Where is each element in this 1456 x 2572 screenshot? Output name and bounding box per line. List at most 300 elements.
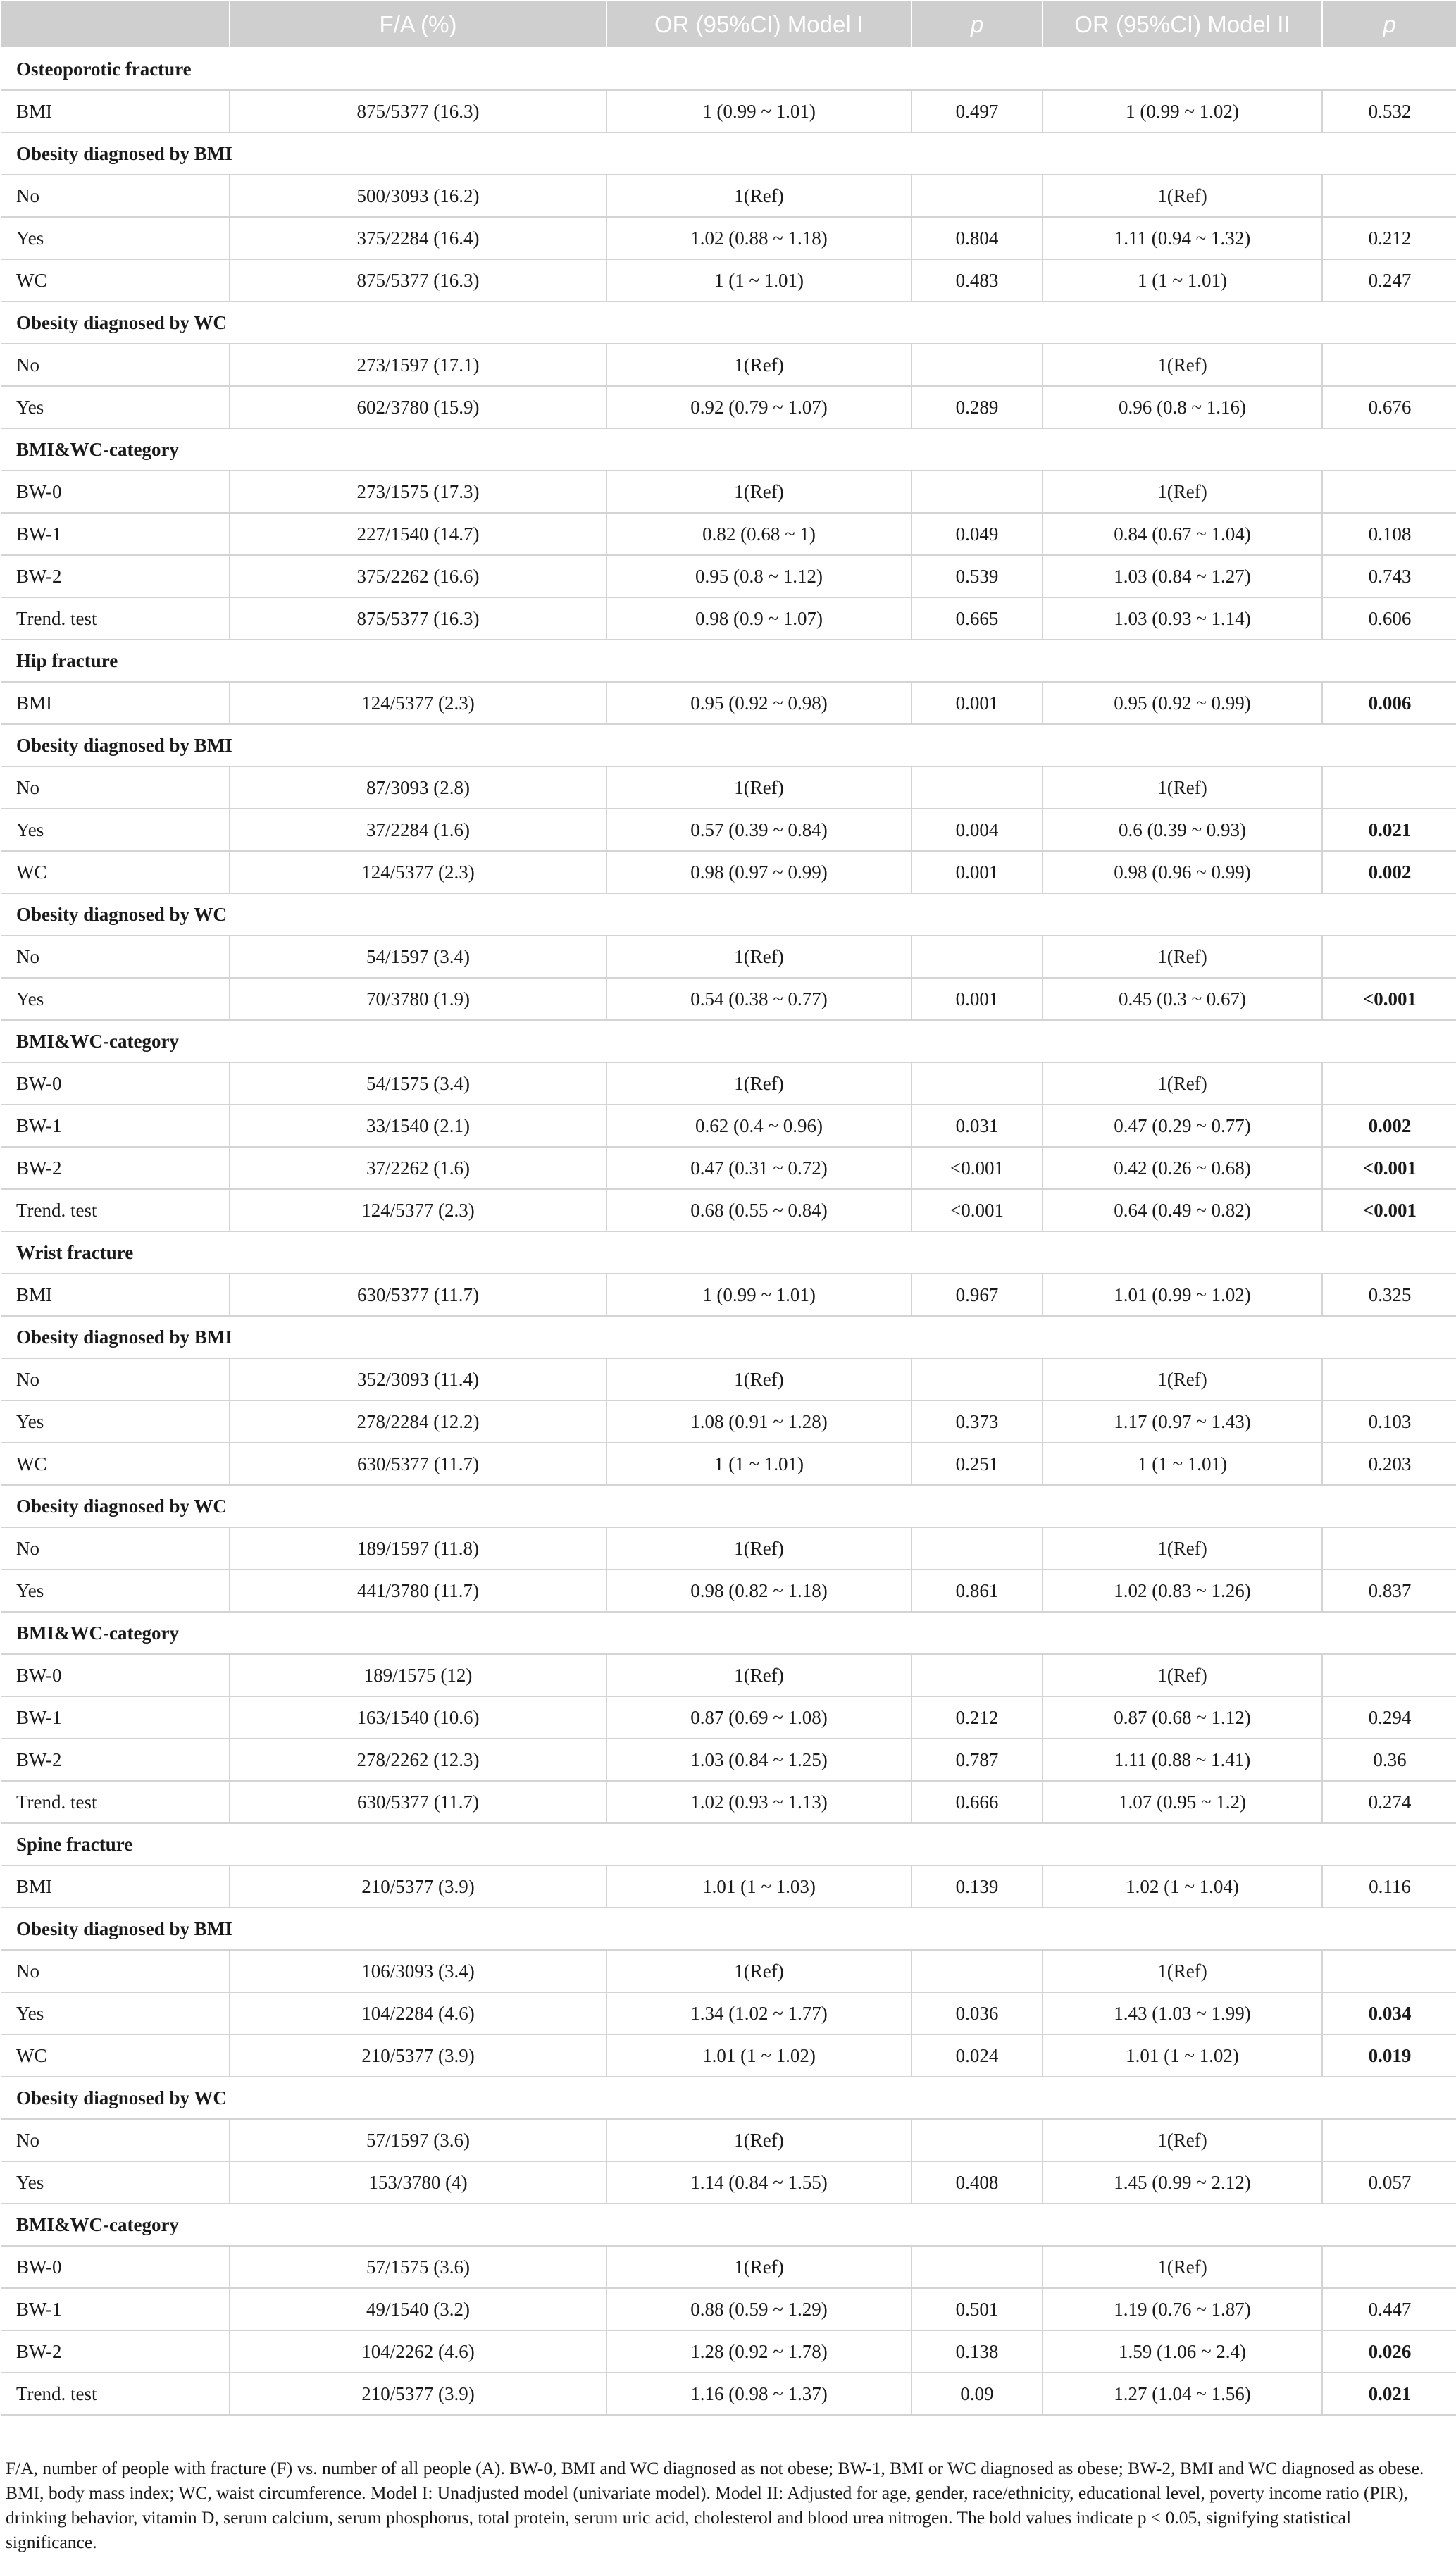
p-model-2-cell: 0.247 — [1322, 259, 1456, 302]
fa-cell: 375/2284 (16.4) — [230, 217, 606, 259]
fa-cell: 49/1540 (3.2) — [230, 2288, 606, 2330]
row-label: No — [1, 175, 230, 217]
row-label: BMI — [1, 1865, 230, 1908]
section-label: Obesity diagnosed by BMI — [1, 1908, 1456, 1950]
or-model-2-cell: 1(Ref) — [1043, 1062, 1322, 1105]
or-model-1-cell: 0.98 (0.82 ~ 1.18) — [606, 1570, 911, 1612]
p-model-1-cell: 0.024 — [911, 2034, 1043, 2077]
p-model-2-cell: 0.026 — [1322, 2330, 1456, 2373]
or-model-2-cell: 0.64 (0.49 ~ 0.82) — [1043, 1189, 1322, 1231]
p-model-2-cell: 0.034 — [1322, 1992, 1456, 2034]
or-model-2-cell: 1.03 (0.93 ~ 1.14) — [1043, 597, 1322, 640]
or-model-2-cell: 1(Ref) — [1043, 936, 1322, 978]
fa-cell: 630/5377 (11.7) — [230, 1781, 606, 1823]
p-model-2-cell: 0.743 — [1322, 555, 1456, 597]
fa-cell: 37/2284 (1.6) — [230, 809, 606, 851]
or-model-1-cell: 0.62 (0.4 ~ 0.96) — [606, 1105, 911, 1147]
p-model-2-cell — [1322, 1358, 1456, 1400]
p-model-2-cell: 0.057 — [1322, 2161, 1456, 2204]
header-p-model-2: p — [1322, 1, 1456, 48]
section-label: Obesity diagnosed by BMI — [1, 1316, 1456, 1358]
p-model-1-cell: 0.483 — [911, 259, 1043, 302]
or-model-1-cell: 0.47 (0.31 ~ 0.72) — [606, 1147, 911, 1189]
p-model-1-cell — [911, 1358, 1043, 1400]
row-label: Yes — [1, 1570, 230, 1612]
row-label: BW-1 — [1, 1105, 230, 1147]
or-model-1-cell: 0.54 (0.38 ~ 0.77) — [606, 978, 911, 1020]
p-model-1-cell — [911, 344, 1043, 386]
row-label: BW-2 — [1, 2330, 230, 2373]
fa-cell: 124/5377 (2.3) — [230, 682, 606, 724]
fa-cell: 210/5377 (3.9) — [230, 1865, 606, 1908]
section-header-row — [1, 132, 1456, 175]
header-p-model-1: p — [911, 1, 1043, 48]
or-model-2-cell: 1.59 (1.06 ~ 2.4) — [1043, 2330, 1322, 2373]
p-model-2-cell — [1322, 471, 1456, 513]
row-label: BW-1 — [1, 513, 230, 555]
section-label: Obesity diagnosed by BMI — [1, 132, 1456, 175]
table-row — [1, 217, 1456, 259]
or-model-2-cell: 1(Ref) — [1043, 766, 1322, 809]
row-label: No — [1, 2119, 230, 2161]
or-model-2-cell: 1.11 (0.88 ~ 1.41) — [1043, 1739, 1322, 1781]
table-row — [1, 978, 1456, 1020]
fa-cell: 106/3093 (3.4) — [230, 1950, 606, 1992]
fa-cell: 375/2262 (16.6) — [230, 555, 606, 597]
table-row — [1, 2288, 1456, 2330]
fa-cell: 352/3093 (11.4) — [230, 1358, 606, 1400]
table-row — [1, 1865, 1456, 1908]
p-model-2-cell — [1322, 1654, 1456, 1696]
fa-cell: 104/2262 (4.6) — [230, 2330, 606, 2373]
row-label: Yes — [1, 1992, 230, 2034]
table-body — [1, 48, 1456, 2415]
or-model-2-cell: 1(Ref) — [1043, 471, 1322, 513]
table-row — [1, 1527, 1456, 1570]
section-header-row — [1, 1908, 1456, 1950]
section-header-row — [1, 428, 1456, 471]
p-model-1-cell — [911, 2119, 1043, 2161]
table-row — [1, 809, 1456, 851]
section-header-row — [1, 640, 1456, 682]
p-model-2-cell: <0.001 — [1322, 1147, 1456, 1189]
or-model-1-cell: 0.92 (0.79 ~ 1.07) — [606, 386, 911, 428]
p-model-1-cell: 0.09 — [911, 2373, 1043, 2415]
fa-cell: 189/1575 (12) — [230, 1654, 606, 1696]
or-model-1-cell: 1 (0.99 ~ 1.01) — [606, 1274, 911, 1316]
fa-cell: 875/5377 (16.3) — [230, 90, 606, 132]
row-label: Yes — [1, 1400, 230, 1443]
section-header-row — [1, 1485, 1456, 1527]
or-model-2-cell: 1(Ref) — [1043, 175, 1322, 217]
table-row — [1, 1147, 1456, 1189]
table-row — [1, 344, 1456, 386]
or-model-1-cell: 1(Ref) — [606, 1950, 911, 1992]
p-model-1-cell: 0.036 — [911, 1992, 1043, 2034]
p-model-1-cell: 0.501 — [911, 2288, 1043, 2330]
or-model-1-cell: 1(Ref) — [606, 1062, 911, 1105]
or-model-2-cell: 1.01 (0.99 ~ 1.02) — [1043, 1274, 1322, 1316]
table-row — [1, 175, 1456, 217]
fa-cell: 104/2284 (4.6) — [230, 1992, 606, 2034]
p-model-2-cell — [1322, 936, 1456, 978]
section-header-row — [1, 302, 1456, 344]
section-label: BMI&WC-category — [1, 1020, 1456, 1062]
or-model-2-cell: 0.95 (0.92 ~ 0.99) — [1043, 682, 1322, 724]
or-model-1-cell: 1.28 (0.92 ~ 1.78) — [606, 2330, 911, 2373]
or-model-1-cell: 1.08 (0.91 ~ 1.28) — [606, 1400, 911, 1443]
row-label: Yes — [1, 217, 230, 259]
p-model-1-cell: 0.138 — [911, 2330, 1043, 2373]
table-row — [1, 1654, 1456, 1696]
section-label: Obesity diagnosed by WC — [1, 893, 1456, 936]
row-label: Trend. test — [1, 1781, 230, 1823]
or-model-2-cell: 1(Ref) — [1043, 2119, 1322, 2161]
p-model-2-cell: 0.532 — [1322, 90, 1456, 132]
or-model-2-cell: 1(Ref) — [1043, 2246, 1322, 2288]
p-model-1-cell: <0.001 — [911, 1147, 1043, 1189]
p-model-2-cell — [1322, 1950, 1456, 1992]
p-model-2-cell — [1322, 766, 1456, 809]
or-model-2-cell: 1.19 (0.76 ~ 1.87) — [1043, 2288, 1322, 2330]
row-label: Trend. test — [1, 597, 230, 640]
fa-cell: 163/1540 (10.6) — [230, 1696, 606, 1739]
p-model-1-cell: 0.049 — [911, 513, 1043, 555]
row-label: Yes — [1, 809, 230, 851]
table-row — [1, 1189, 1456, 1231]
section-header-row — [1, 2077, 1456, 2119]
section-header-row — [1, 48, 1456, 90]
fa-cell: 37/2262 (1.6) — [230, 1147, 606, 1189]
p-model-2-cell: 0.002 — [1322, 1105, 1456, 1147]
fa-cell: 278/2284 (12.2) — [230, 1400, 606, 1443]
table-row — [1, 1696, 1456, 1739]
section-label: BMI&WC-category — [1, 2204, 1456, 2246]
or-model-2-cell: 0.96 (0.8 ~ 1.16) — [1043, 386, 1322, 428]
p-model-2-cell: 0.325 — [1322, 1274, 1456, 1316]
fa-cell: 630/5377 (11.7) — [230, 1274, 606, 1316]
p-model-1-cell: <0.001 — [911, 1189, 1043, 1231]
or-model-2-cell: 1 (0.99 ~ 1.02) — [1043, 90, 1322, 132]
or-model-2-cell: 1.02 (1 ~ 1.04) — [1043, 1865, 1322, 1908]
table-row — [1, 513, 1456, 555]
table-row — [1, 1781, 1456, 1823]
p-model-1-cell: 0.539 — [911, 555, 1043, 597]
or-model-2-cell: 0.84 (0.67 ~ 1.04) — [1043, 513, 1322, 555]
p-model-2-cell — [1322, 175, 1456, 217]
row-label: WC — [1, 259, 230, 302]
or-model-2-cell: 1.03 (0.84 ~ 1.27) — [1043, 555, 1322, 597]
p-model-1-cell: 0.031 — [911, 1105, 1043, 1147]
p-model-1-cell: 0.665 — [911, 597, 1043, 640]
table-row — [1, 936, 1456, 978]
or-model-2-cell: 1 (1 ~ 1.01) — [1043, 259, 1322, 302]
or-model-1-cell: 1(Ref) — [606, 2119, 911, 2161]
or-model-1-cell: 1.14 (0.84 ~ 1.55) — [606, 2161, 911, 2204]
p-model-1-cell — [911, 471, 1043, 513]
fa-cell: 70/3780 (1.9) — [230, 978, 606, 1020]
fa-cell: 33/1540 (2.1) — [230, 1105, 606, 1147]
fa-cell: 210/5377 (3.9) — [230, 2373, 606, 2415]
p-model-1-cell: 0.861 — [911, 1570, 1043, 1612]
table-row — [1, 2330, 1456, 2373]
or-model-1-cell: 1(Ref) — [606, 344, 911, 386]
or-model-2-cell: 0.42 (0.26 ~ 0.68) — [1043, 1147, 1322, 1189]
p-model-1-cell — [911, 1527, 1043, 1570]
table-row — [1, 1358, 1456, 1400]
or-model-2-cell: 1.01 (1 ~ 1.02) — [1043, 2034, 1322, 2077]
p-model-1-cell: 0.251 — [911, 1443, 1043, 1485]
row-label: BW-0 — [1, 1654, 230, 1696]
p-model-1-cell: 0.001 — [911, 682, 1043, 724]
row-label: Yes — [1, 978, 230, 1020]
or-model-1-cell: 0.95 (0.92 ~ 0.98) — [606, 682, 911, 724]
or-model-1-cell: 1(Ref) — [606, 471, 911, 513]
or-model-1-cell: 0.57 (0.39 ~ 0.84) — [606, 809, 911, 851]
or-model-2-cell: 1.43 (1.03 ~ 1.99) — [1043, 1992, 1322, 2034]
table-row — [1, 766, 1456, 809]
table-row — [1, 2119, 1456, 2161]
or-model-1-cell: 1 (1 ~ 1.01) — [606, 259, 911, 302]
header-or-model-2: OR (95%CI) Model II — [1043, 1, 1322, 48]
or-model-1-cell: 0.98 (0.9 ~ 1.07) — [606, 597, 911, 640]
p-model-2-cell: 0.019 — [1322, 2034, 1456, 2077]
p-model-2-cell: 0.116 — [1322, 1865, 1456, 1908]
row-label: BW-1 — [1, 1696, 230, 1739]
p-model-1-cell: 0.373 — [911, 1400, 1043, 1443]
p-model-2-cell: 0.837 — [1322, 1570, 1456, 1612]
row-label: BW-0 — [1, 1062, 230, 1105]
fa-cell: 441/3780 (11.7) — [230, 1570, 606, 1612]
p-model-2-cell: 0.203 — [1322, 1443, 1456, 1485]
fa-cell: 227/1540 (14.7) — [230, 513, 606, 555]
fa-cell: 57/1575 (3.6) — [230, 2246, 606, 2288]
table-row — [1, 682, 1456, 724]
row-label: WC — [1, 851, 230, 893]
fa-cell: 210/5377 (3.9) — [230, 2034, 606, 2077]
or-model-1-cell: 0.87 (0.69 ~ 1.08) — [606, 1696, 911, 1739]
p-model-2-cell: 0.021 — [1322, 809, 1456, 851]
or-model-2-cell: 1.27 (1.04 ~ 1.56) — [1043, 2373, 1322, 2415]
or-model-1-cell: 1(Ref) — [606, 2246, 911, 2288]
or-model-2-cell: 1(Ref) — [1043, 1527, 1322, 1570]
p-model-2-cell: 0.36 — [1322, 1739, 1456, 1781]
p-model-2-cell — [1322, 2246, 1456, 2288]
p-model-1-cell — [911, 2246, 1043, 2288]
p-model-2-cell: 0.002 — [1322, 851, 1456, 893]
fa-cell: 875/5377 (16.3) — [230, 259, 606, 302]
p-model-1-cell: 0.212 — [911, 1696, 1043, 1739]
table-row — [1, 597, 1456, 640]
or-model-1-cell: 1 (0.99 ~ 1.01) — [606, 90, 911, 132]
or-model-2-cell: 0.98 (0.96 ~ 0.99) — [1043, 851, 1322, 893]
row-label: BW-1 — [1, 2288, 230, 2330]
p-model-2-cell: <0.001 — [1322, 1189, 1456, 1231]
section-header-row — [1, 2204, 1456, 2246]
or-model-2-cell: 1(Ref) — [1043, 1950, 1322, 1992]
row-label: Yes — [1, 2161, 230, 2204]
or-model-2-cell: 0.6 (0.39 ~ 0.93) — [1043, 809, 1322, 851]
section-label: BMI&WC-category — [1, 1612, 1456, 1654]
table-row — [1, 1274, 1456, 1316]
table-row — [1, 1992, 1456, 2034]
or-model-1-cell: 1.03 (0.84 ~ 1.25) — [606, 1739, 911, 1781]
or-model-2-cell: 1.02 (0.83 ~ 1.26) — [1043, 1570, 1322, 1612]
or-model-1-cell: 1.01 (1 ~ 1.03) — [606, 1865, 911, 1908]
p-model-1-cell: 0.666 — [911, 1781, 1043, 1823]
section-label: Hip fracture — [1, 640, 1456, 682]
p-model-2-cell — [1322, 344, 1456, 386]
p-model-1-cell: 0.001 — [911, 851, 1043, 893]
or-model-2-cell: 1.11 (0.94 ~ 1.32) — [1043, 217, 1322, 259]
fa-cell: 153/3780 (4) — [230, 2161, 606, 2204]
table-row — [1, 1739, 1456, 1781]
or-model-2-cell: 0.45 (0.3 ~ 0.67) — [1043, 978, 1322, 1020]
table-row — [1, 259, 1456, 302]
p-model-1-cell — [911, 1654, 1043, 1696]
or-model-2-cell: 1.45 (0.99 ~ 2.12) — [1043, 2161, 1322, 2204]
or-model-1-cell: 1(Ref) — [606, 1654, 911, 1696]
table-row — [1, 1400, 1456, 1443]
fa-cell: 278/2262 (12.3) — [230, 1739, 606, 1781]
or-model-2-cell: 1.07 (0.95 ~ 1.2) — [1043, 1781, 1322, 1823]
p-model-2-cell: 0.447 — [1322, 2288, 1456, 2330]
table-row — [1, 1062, 1456, 1105]
fa-cell: 124/5377 (2.3) — [230, 851, 606, 893]
p-model-1-cell — [911, 766, 1043, 809]
section-label: Obesity diagnosed by WC — [1, 2077, 1456, 2119]
table-row — [1, 555, 1456, 597]
row-label: No — [1, 766, 230, 809]
fa-cell: 54/1597 (3.4) — [230, 936, 606, 978]
row-label: WC — [1, 1443, 230, 1485]
p-model-1-cell: 0.001 — [911, 978, 1043, 1020]
section-label: Obesity diagnosed by WC — [1, 1485, 1456, 1527]
row-label: Trend. test — [1, 1189, 230, 1231]
p-model-1-cell: 0.139 — [911, 1865, 1043, 1908]
row-label: No — [1, 1527, 230, 1570]
row-label: BW-2 — [1, 1147, 230, 1189]
fa-cell: 273/1597 (17.1) — [230, 344, 606, 386]
table-row — [1, 90, 1456, 132]
section-label: BMI&WC-category — [1, 428, 1456, 471]
table-row — [1, 2034, 1456, 2077]
row-label: WC — [1, 2034, 230, 2077]
row-label: BW-0 — [1, 2246, 230, 2288]
row-label: BW-2 — [1, 555, 230, 597]
or-model-1-cell: 1(Ref) — [606, 1527, 911, 1570]
fa-cell: 875/5377 (16.3) — [230, 597, 606, 640]
row-label: No — [1, 1950, 230, 1992]
or-model-1-cell: 0.98 (0.97 ~ 0.99) — [606, 851, 911, 893]
table-row — [1, 851, 1456, 893]
p-model-1-cell — [911, 175, 1043, 217]
or-model-2-cell: 0.87 (0.68 ~ 1.12) — [1043, 1696, 1322, 1739]
p-model-2-cell: 0.606 — [1322, 597, 1456, 640]
or-model-1-cell: 1.01 (1 ~ 1.02) — [606, 2034, 911, 2077]
row-label: BMI — [1, 90, 230, 132]
p-model-2-cell — [1322, 1062, 1456, 1105]
row-label: BMI — [1, 1274, 230, 1316]
p-model-2-cell: <0.001 — [1322, 978, 1456, 1020]
or-model-2-cell: 0.47 (0.29 ~ 0.77) — [1043, 1105, 1322, 1147]
p-model-2-cell: 0.006 — [1322, 682, 1456, 724]
row-label: No — [1, 344, 230, 386]
fa-cell: 602/3780 (15.9) — [230, 386, 606, 428]
p-model-2-cell: 0.294 — [1322, 1696, 1456, 1739]
p-model-1-cell — [911, 1062, 1043, 1105]
p-model-2-cell: 0.108 — [1322, 513, 1456, 555]
or-model-1-cell: 1(Ref) — [606, 936, 911, 978]
p-model-1-cell — [911, 936, 1043, 978]
or-model-1-cell: 1 (1 ~ 1.01) — [606, 1443, 911, 1485]
p-model-2-cell — [1322, 2119, 1456, 2161]
p-model-2-cell: 0.274 — [1322, 1781, 1456, 1823]
row-label: BMI — [1, 682, 230, 724]
p-model-2-cell: 0.212 — [1322, 217, 1456, 259]
or-model-2-cell: 1(Ref) — [1043, 1654, 1322, 1696]
p-model-2-cell: 0.021 — [1322, 2373, 1456, 2415]
section-label: Osteoporotic fracture — [1, 48, 1456, 90]
table-row — [1, 1443, 1456, 1485]
or-model-1-cell: 0.88 (0.59 ~ 1.29) — [606, 2288, 911, 2330]
or-model-1-cell: 1(Ref) — [606, 766, 911, 809]
p-model-1-cell — [911, 1950, 1043, 1992]
header-row — [1, 1, 1456, 48]
or-model-2-cell: 1(Ref) — [1043, 1358, 1322, 1400]
or-model-1-cell: 1(Ref) — [606, 1358, 911, 1400]
section-header-row — [1, 893, 1456, 936]
p-model-1-cell: 0.967 — [911, 1274, 1043, 1316]
p-model-1-cell: 0.804 — [911, 217, 1043, 259]
row-label: Trend. test — [1, 2373, 230, 2415]
p-model-2-cell — [1322, 1527, 1456, 1570]
p-model-1-cell: 0.004 — [911, 809, 1043, 851]
fa-cell: 189/1597 (11.8) — [230, 1527, 606, 1570]
table-row — [1, 386, 1456, 428]
or-model-1-cell: 1.16 (0.98 ~ 1.37) — [606, 2373, 911, 2415]
or-model-2-cell: 1(Ref) — [1043, 344, 1322, 386]
section-label: Spine fracture — [1, 1823, 1456, 1865]
row-label: No — [1, 1358, 230, 1400]
section-header-row — [1, 1316, 1456, 1358]
fa-cell: 57/1597 (3.6) — [230, 2119, 606, 2161]
fa-cell: 124/5377 (2.3) — [230, 1189, 606, 1231]
or-model-1-cell: 1.02 (0.93 ~ 1.13) — [606, 1781, 911, 1823]
or-model-1-cell: 1.02 (0.88 ~ 1.18) — [606, 217, 911, 259]
p-model-1-cell: 0.408 — [911, 2161, 1043, 2204]
or-model-1-cell: 1.34 (1.02 ~ 1.77) — [606, 1992, 911, 2034]
fa-cell: 630/5377 (11.7) — [230, 1443, 606, 1485]
or-model-1-cell: 1(Ref) — [606, 175, 911, 217]
fa-cell: 273/1575 (17.3) — [230, 471, 606, 513]
header-fa: F/A (%) — [230, 1, 606, 48]
section-label: Obesity diagnosed by BMI — [1, 724, 1456, 766]
table-row — [1, 2373, 1456, 2415]
section-header-row — [1, 1823, 1456, 1865]
p-model-1-cell: 0.289 — [911, 386, 1043, 428]
section-header-row — [1, 1020, 1456, 1062]
or-model-2-cell: 1.17 (0.97 ~ 1.43) — [1043, 1400, 1322, 1443]
row-label: Yes — [1, 386, 230, 428]
row-label: BW-2 — [1, 1739, 230, 1781]
p-model-2-cell: 0.103 — [1322, 1400, 1456, 1443]
section-label: Obesity diagnosed by WC — [1, 302, 1456, 344]
section-header-row — [1, 1231, 1456, 1274]
row-label: No — [1, 936, 230, 978]
p-model-1-cell: 0.497 — [911, 90, 1043, 132]
table-row — [1, 2161, 1456, 2204]
